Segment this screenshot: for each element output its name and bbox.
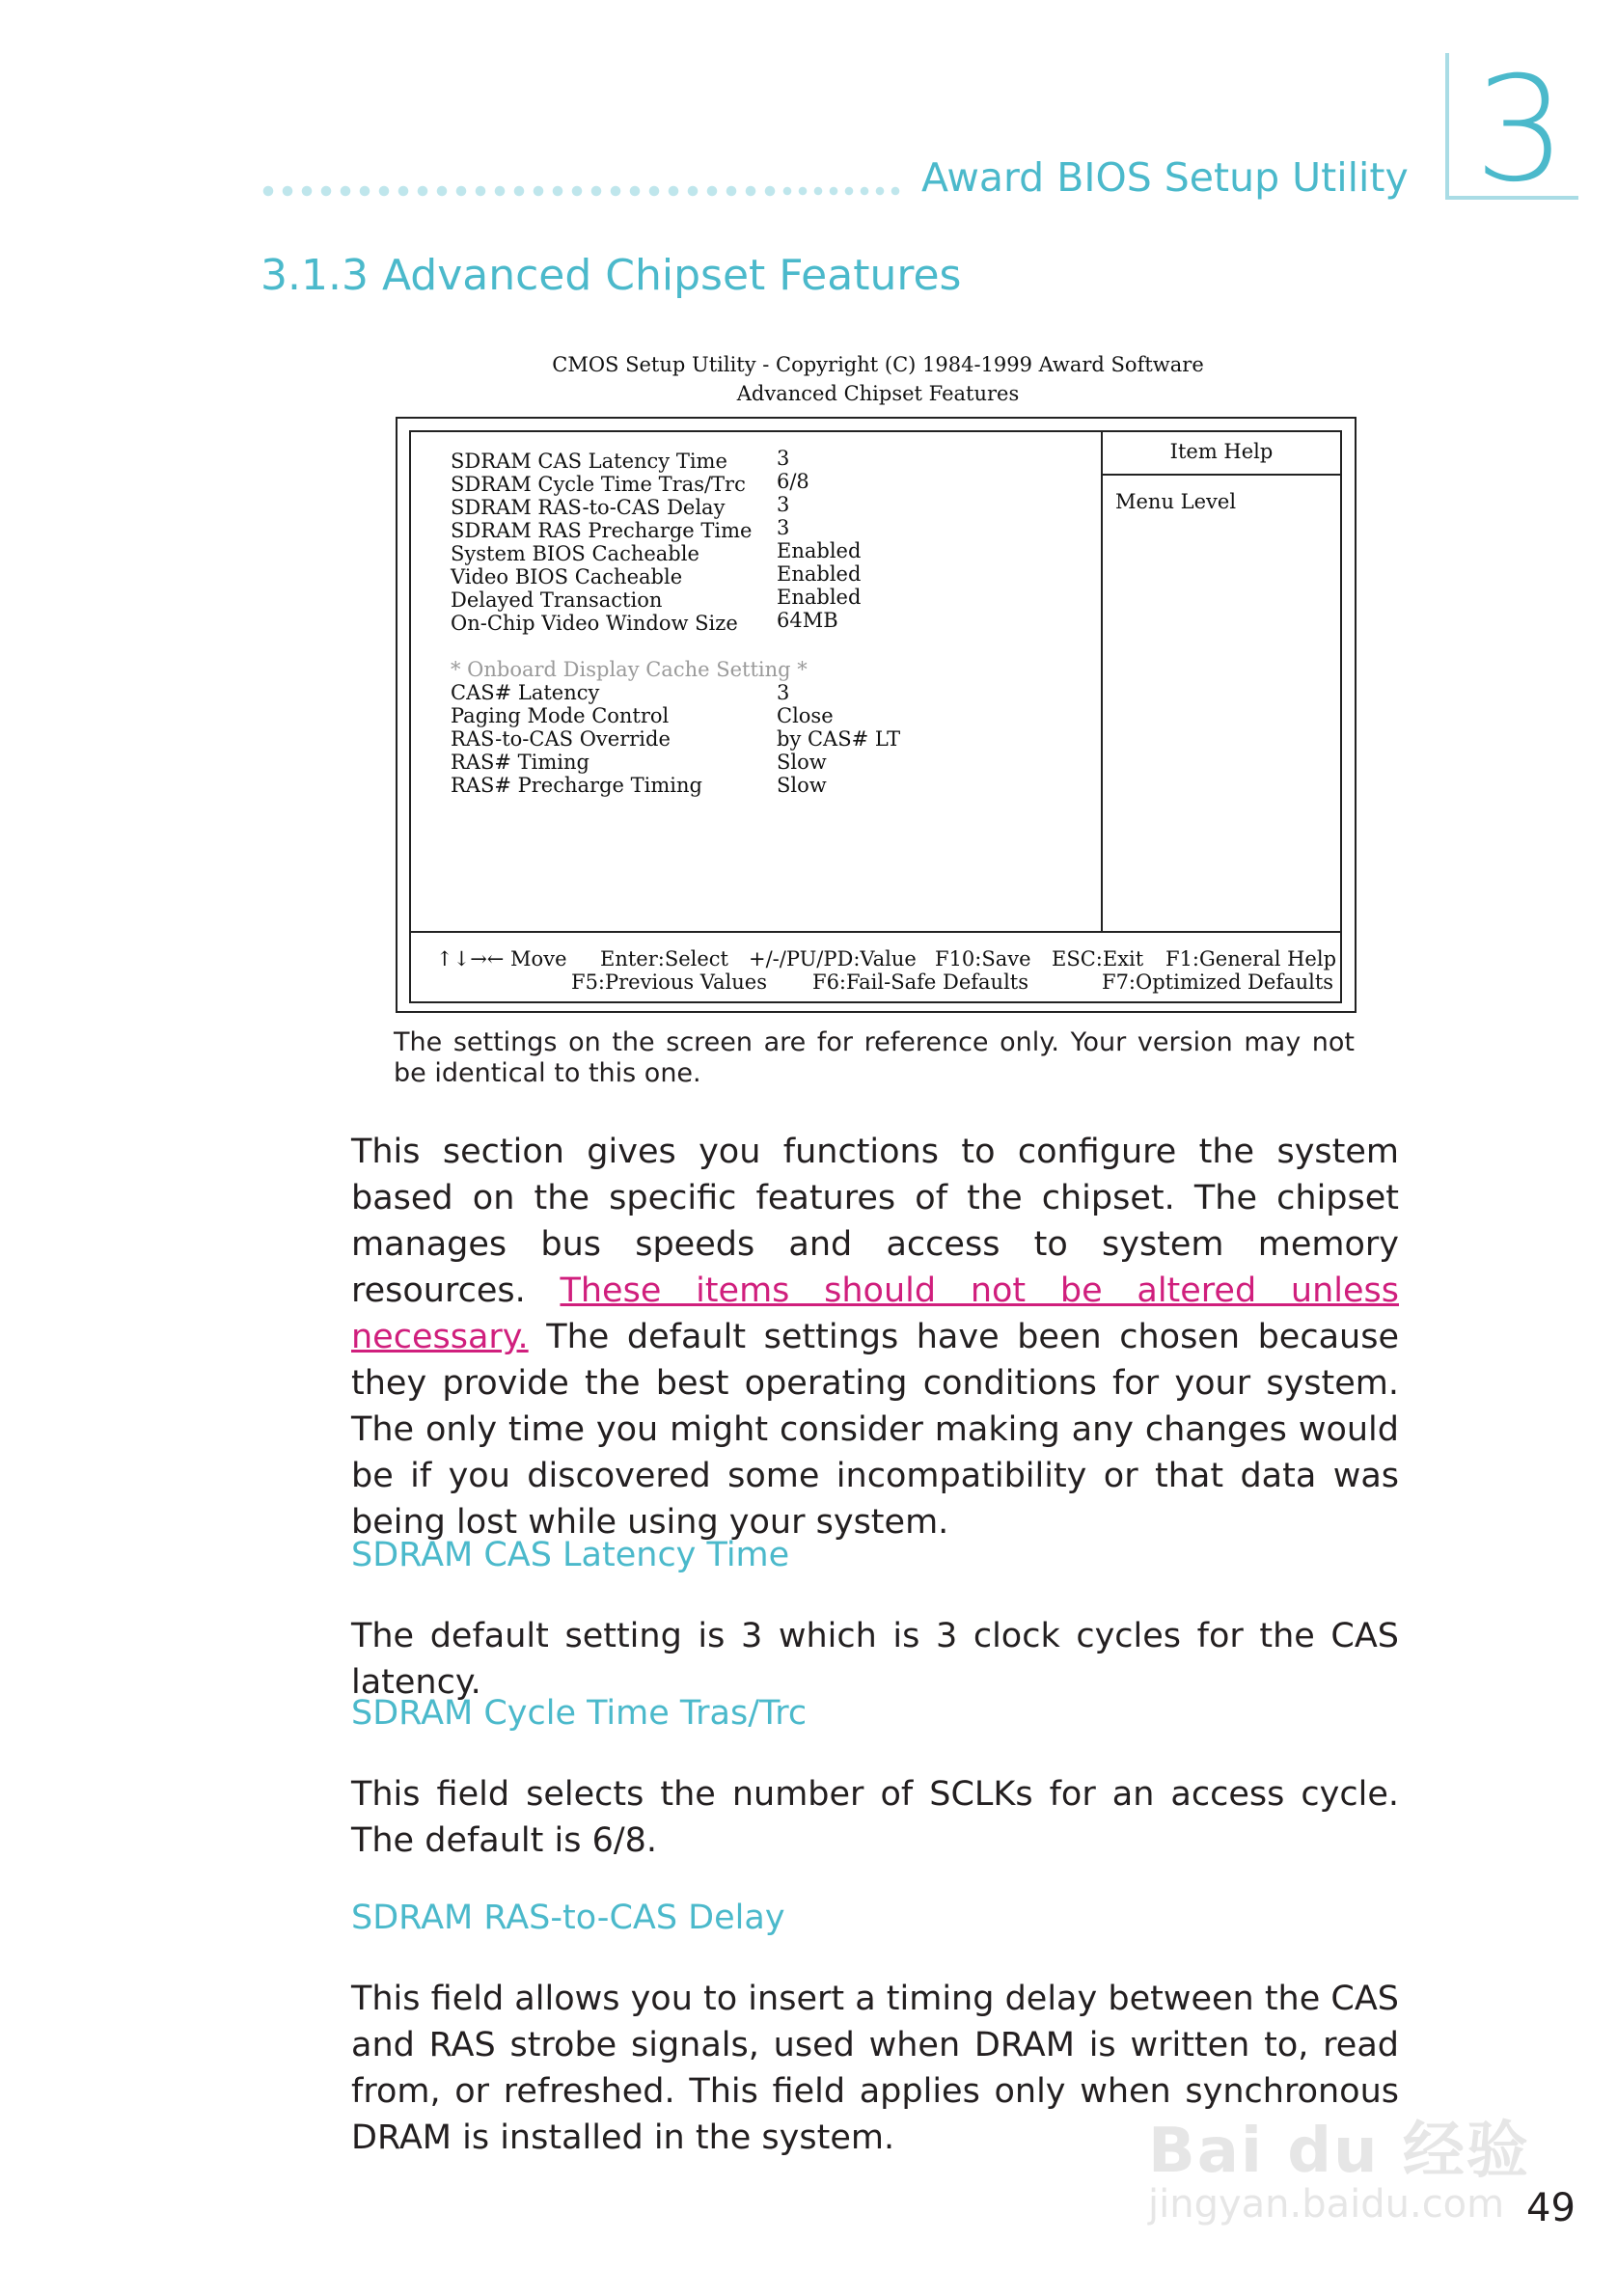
bios-help-divider bbox=[1101, 430, 1103, 932]
bios-option-value[interactable]: Enabled bbox=[777, 586, 862, 609]
bios-option-value[interactable]: 3 bbox=[777, 681, 790, 704]
bios-option-label[interactable]: Delayed Transaction bbox=[451, 588, 663, 612]
item-heading: SDRAM Cycle Time Tras/Trc bbox=[351, 1694, 808, 1733]
bios-key-move: ↑↓→← Move bbox=[436, 947, 567, 970]
chapter-number: 3 bbox=[1474, 46, 1567, 214]
bios-key-enter: Enter:Select bbox=[600, 947, 728, 970]
bios-option-label[interactable]: SDRAM CAS Latency Time bbox=[451, 450, 727, 473]
bios-option-label[interactable]: Video BIOS Cacheable bbox=[451, 565, 683, 588]
bios-option-value[interactable]: 3 bbox=[777, 447, 790, 470]
intro-text-continued: The default settings have been chosen because they provide the best operating conditions for your system. The only time you might consider making any changes would be if you discovered some incompatibility or that data was being lost while using your system. bbox=[351, 1318, 1399, 1542]
page-number: 49 bbox=[1526, 2186, 1576, 2230]
section-title: 3.1.3 Advanced Chipset Features bbox=[260, 251, 962, 300]
item-heading: SDRAM CAS Latency Time bbox=[351, 1536, 790, 1574]
bios-footer-divider bbox=[409, 931, 1342, 933]
bios-key-failsafe: F6:Fail-Safe Defaults bbox=[812, 970, 1028, 994]
bios-option-value[interactable]: 64MB bbox=[777, 609, 838, 632]
bios-help-title: Item Help bbox=[1169, 440, 1274, 463]
watermark-logo: Bai du 经验 bbox=[1148, 2116, 1530, 2187]
item-description: This field selects the number of SCLKs for an access cycle. The default is 6/8. bbox=[351, 1775, 1399, 1860]
chapter-tab-vertical-rule bbox=[1445, 53, 1449, 198]
bios-option-value[interactable]: Slow bbox=[777, 774, 827, 797]
bios-option-value[interactable]: 6/8 bbox=[777, 470, 809, 493]
bios-option-value[interactable]: Slow bbox=[777, 751, 827, 774]
bios-option-value[interactable]: 3 bbox=[777, 493, 790, 516]
bios-option-label[interactable]: RAS# Precharge Timing bbox=[451, 774, 702, 797]
item-heading: SDRAM RAS-to-CAS Delay bbox=[351, 1899, 785, 1937]
bios-option-label[interactable]: RAS# Timing bbox=[451, 751, 589, 774]
watermark-url: jingyan.baidu.com bbox=[1148, 2182, 1505, 2227]
bios-option-value[interactable]: Close bbox=[777, 704, 834, 727]
bios-title-line2: Advanced Chipset Features bbox=[736, 382, 1020, 405]
bios-key-help: F1:General Help bbox=[1165, 947, 1337, 970]
bios-option-label[interactable]: SDRAM Cycle Time Tras/Trc bbox=[451, 473, 746, 496]
figure-caption: The settings on the screen are for reference only. Your version may not be identical to this one. bbox=[394, 1027, 1355, 1088]
bios-option-value[interactable]: Enabled bbox=[777, 562, 862, 586]
bios-key-value: +/-/PU/PD:Value bbox=[749, 947, 917, 970]
bios-option-label[interactable]: On-Chip Video Window Size bbox=[451, 612, 738, 635]
bios-option-value[interactable]: by CAS# LT bbox=[777, 727, 901, 751]
bios-title-line1: CMOS Setup Utility - Copyright (C) 1984-1999 Award Software bbox=[552, 353, 1204, 376]
bios-group-heading: * Onboard Display Cache Setting * bbox=[451, 658, 808, 681]
bios-help-text: Menu Level bbox=[1115, 490, 1237, 513]
running-header-title: Award BIOS Setup Utility bbox=[921, 154, 1409, 201]
intro-text: This section gives you functions to configure the system based on the specific features of the chipset. The chipset manages bus speeds and access to system memory resources. bbox=[351, 1133, 1399, 1310]
bios-key-previous: F5:Previous Values bbox=[571, 970, 768, 994]
bios-key-exit: ESC:Exit bbox=[1052, 947, 1144, 970]
bios-option-label[interactable]: SDRAM RAS-to-CAS Delay bbox=[451, 496, 726, 519]
bios-option-value[interactable]: 3 bbox=[777, 516, 790, 539]
intro-paragraph bbox=[351, 1129, 1399, 1545]
bios-option-label[interactable]: RAS-to-CAS Override bbox=[451, 727, 671, 751]
warning-note: These items should not be altered unless necessary. bbox=[351, 1271, 1399, 1356]
bios-key-save: F10:Save bbox=[935, 947, 1031, 970]
bios-option-value[interactable]: Enabled bbox=[777, 539, 862, 562]
header-dot-rule bbox=[259, 184, 780, 198]
bios-option-label[interactable]: System BIOS Cacheable bbox=[451, 542, 699, 565]
bios-key-optimized: F7:Optimized Defaults bbox=[1102, 970, 1334, 994]
bios-option-label[interactable]: Paging Mode Control bbox=[451, 704, 670, 727]
item-description: The default setting is 3 which is 3 clock cycles for the CAS latency. bbox=[351, 1617, 1399, 1702]
bios-option-label[interactable]: CAS# Latency bbox=[451, 681, 600, 704]
bios-option-label[interactable]: SDRAM RAS Precharge Time bbox=[451, 519, 753, 542]
bios-help-title-divider bbox=[1101, 474, 1342, 476]
item-description: This field allows you to insert a timing delay between the CAS and RAS strobe signals, used when DRAM is written to, read from, or refreshed. This field applies only when synchronous DRAM is installed in the system. bbox=[351, 1980, 1399, 2157]
header-dot-rule-fade bbox=[780, 184, 905, 198]
